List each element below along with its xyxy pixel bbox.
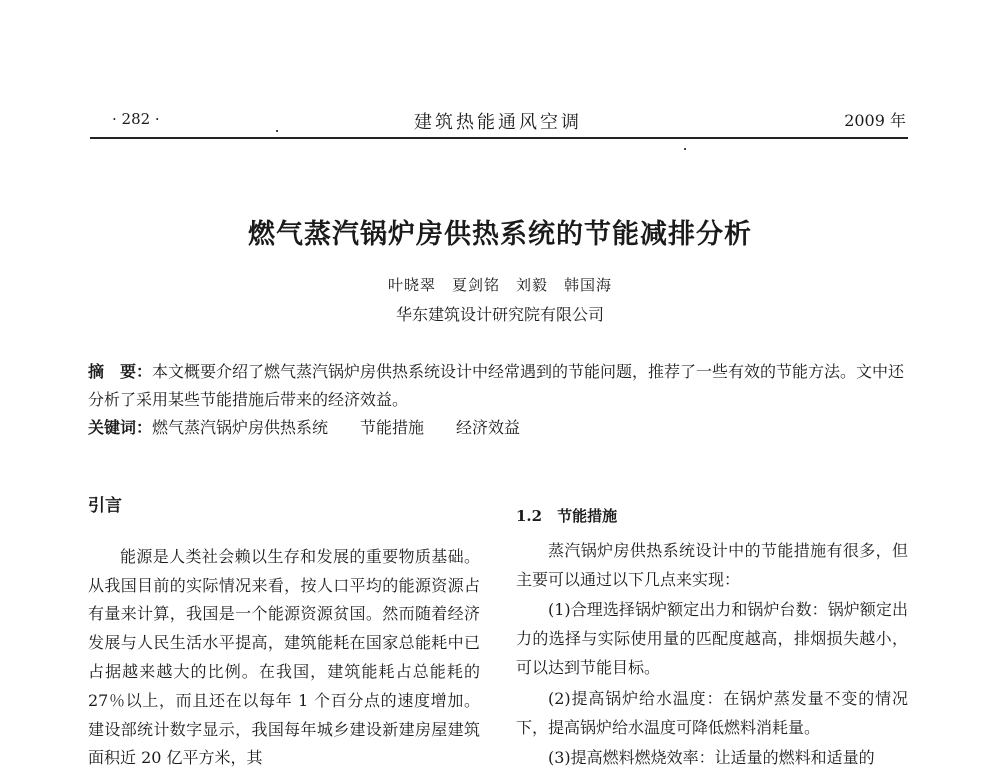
scan-speck [276,130,278,132]
abstract-text: 本文概要介绍了燃气蒸汽锅炉房供热系统设计中经常遇到的节能问题，推荐了一些有效的节能方法。文中还分析了采用某些节能措施后带来的经济效益。 [88,362,905,409]
publication-year: 2009 年 [844,111,906,130]
measure-item: (3)提高燃料燃烧效率：让适量的燃料和适量的 [548,748,875,768]
abstract-block [88,358,908,442]
abstract [88,358,908,414]
keywords [88,414,908,442]
running-header [90,104,906,134]
paper-title: 燃气蒸汽锅炉房供热系统的节能减排分析 [248,219,752,250]
section-paragraph: 蒸汽锅炉房供热系统设计中的节能措施有很多，但主要可以通过以下几点来实现： [516,540,908,589]
paper-affiliation: 华东建筑设计研究院有限公司 [395,305,604,324]
intro-paragraph: 能源是人类社会赖以生存和发展的重要物质基础。从我国目前的实际情况来看，按人口平均的能源资源占有量来计算，我国是一个能源资源贫国。然而随着经济发展与人民生活水平提高，建筑能耗在国家总能耗中已占据越来越大的比例。在我国，建筑能耗占总能耗的 27％以上，而且还在以每年 1 个百分点的速度增加。建设部统计数字显示，我国每年城乡建设新建房屋建筑面积近 20 亿平方米，其 [88,546,480,768]
keywords-label: 关键词： [88,418,153,437]
page-number: · 282 · [112,110,160,128]
measure-item: (2)提高锅炉给水温度：在锅炉蒸发量不变的情况下，提高锅炉给水温度可降低燃料消耗量。 [516,688,908,737]
abstract-label: 摘 要： [88,362,153,381]
paper-authors: 叶晓翠 夏剑铭 刘毅 韩国海 [387,276,612,294]
header-rule [90,137,908,139]
right-column [516,502,908,773]
section-heading: 1.2 节能措施 [516,507,618,525]
measure-item: (1)合理选择锅炉额定出力和锅炉台数：锅炉额定出力的选择与实际使用量的匹配度越高，排烟损失越小，可以达到节能目标。 [516,600,908,677]
keywords-text: 燃气蒸汽锅炉房供热系统 节能措施 经济效益 [152,418,521,437]
journal-name: 建筑热能通风空调 [414,112,582,133]
left-column [88,492,480,773]
scan-speck [684,148,686,150]
intro-heading: 引言 [88,496,122,516]
